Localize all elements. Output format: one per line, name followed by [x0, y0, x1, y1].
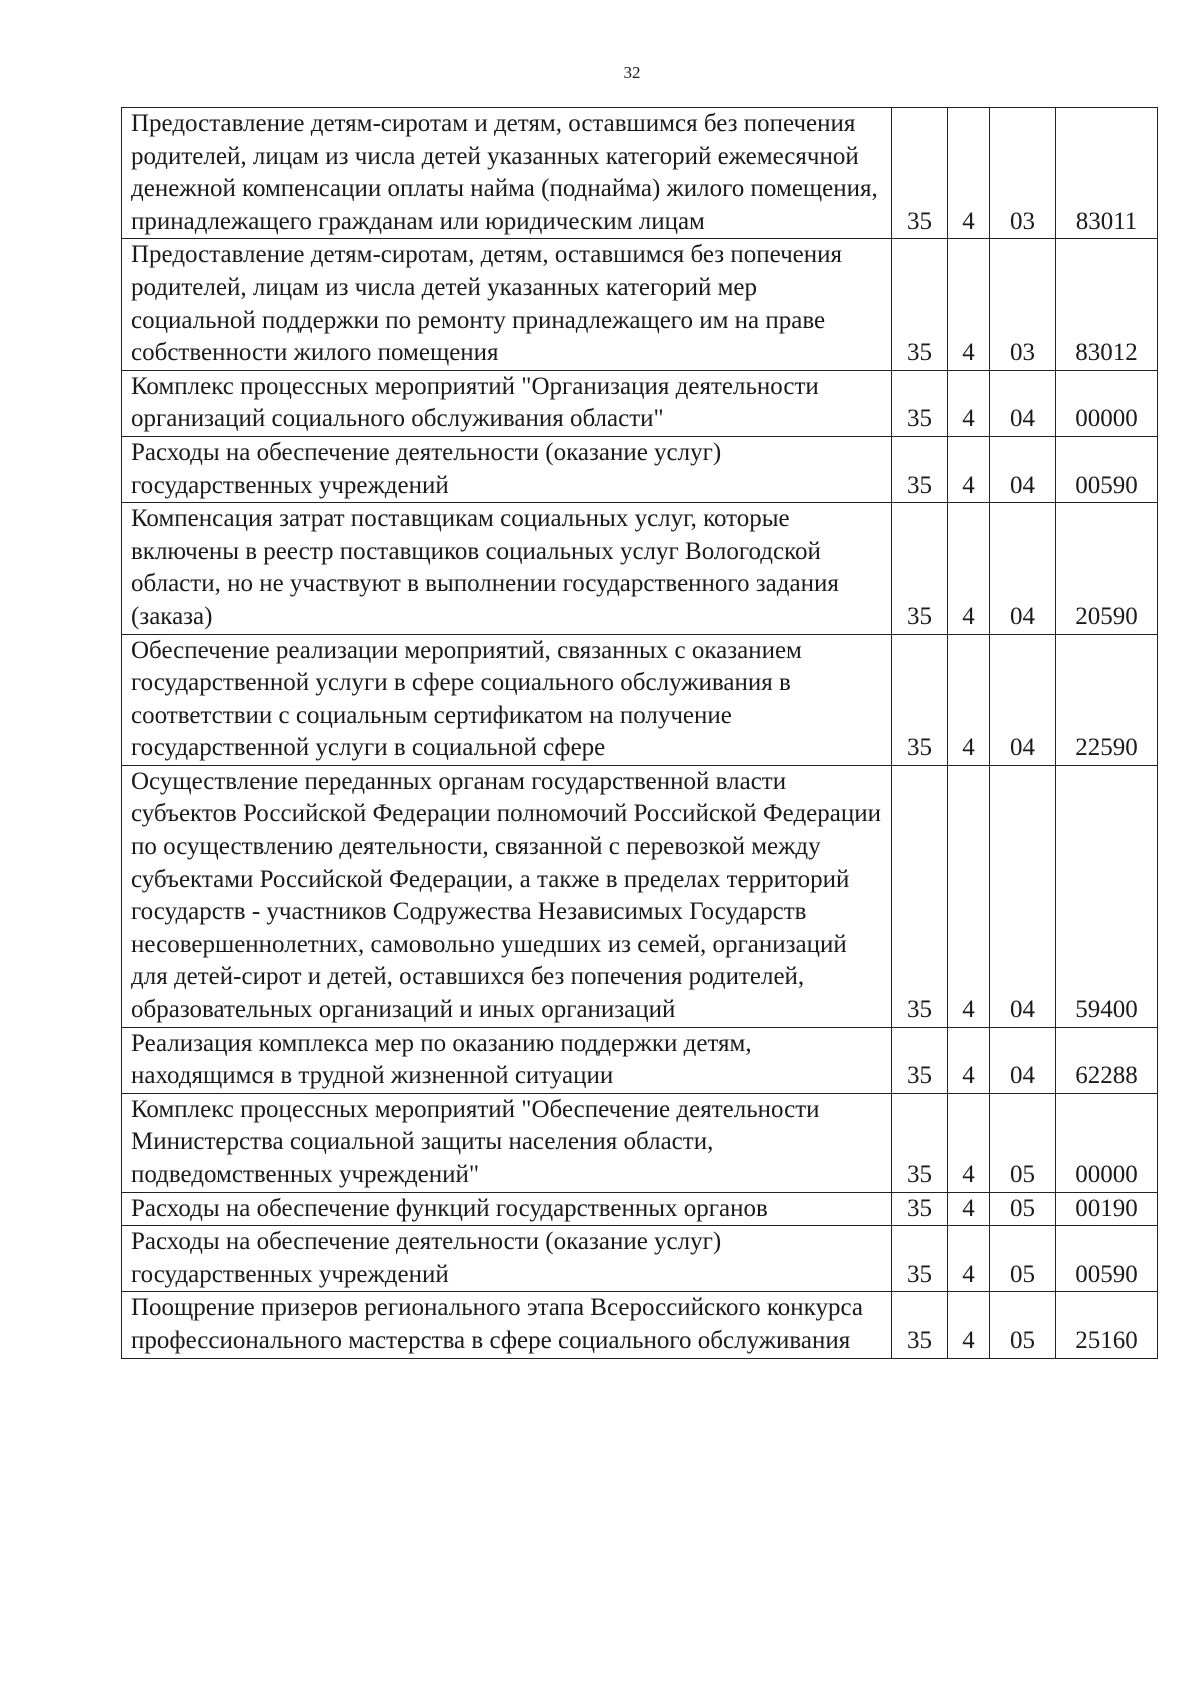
row-name-cell: Комплекс процессных мероприятий "Обеспечение деятельности Министерства социальной защиты населения области, подведомственных учреждений" [122, 1093, 892, 1192]
subprogram-type-cell: 4 [948, 1292, 990, 1358]
subprogram-type-cell: 4 [948, 370, 990, 436]
program-code-cell: 35 [892, 1093, 948, 1192]
program-code-cell: 35 [892, 1027, 948, 1093]
expense-direction-cell: 00000 [1056, 370, 1158, 436]
structural-element-cell: 04 [990, 503, 1056, 634]
program-code-cell: 35 [892, 1192, 948, 1226]
structural-element-cell: 04 [990, 370, 1056, 436]
subprogram-type-cell: 4 [948, 1226, 990, 1292]
structural-element-cell: 04 [990, 436, 1056, 502]
row-name-cell: Поощрение призеров регионального этапа Всероссийского конкурса профессионального мастерства в сфере социального обслуживания [122, 1292, 892, 1358]
table-row [122, 370, 1158, 436]
row-name-cell: Предоставление детям-сиротам и детям, оставшимся без попечения родителей, лицам из числа детей указанных категорий ежемесячной денежной компенсации оплаты найма (поднайма) жилого помещения, принадлежащего гражданам или юридическим лицам [122, 108, 892, 239]
row-name-cell: Обеспечение реализации мероприятий, связанных с оказанием государственной услуги в сфере социального обслуживания в соответствии с социальным сертификатом на получение государственной услуги в социальной сфере [122, 634, 892, 765]
program-code-cell: 35 [892, 765, 948, 1027]
expense-direction-cell: 00000 [1056, 1093, 1158, 1192]
structural-element-cell: 04 [990, 765, 1056, 1027]
expense-direction-cell: 59400 [1056, 765, 1158, 1027]
program-code-cell: 35 [892, 503, 948, 634]
table-row [122, 1027, 1158, 1093]
structural-element-cell: 04 [990, 1027, 1056, 1093]
table-row [122, 765, 1158, 1027]
row-name-cell: Расходы на обеспечение функций государственных органов [122, 1192, 892, 1226]
subprogram-type-cell: 4 [948, 503, 990, 634]
row-name-cell: Предоставление детям-сиротам, детям, оставшимся без попечения родителей, лицам из числа детей указанных категорий мер социальной поддержки по ремонту принадлежащего им на праве собственности жилого помещения [122, 239, 892, 370]
subprogram-type-cell: 4 [948, 1192, 990, 1226]
subprogram-type-cell: 4 [948, 1027, 990, 1093]
row-name-cell: Реализация комплекса мер по оказанию поддержки детям, находящимся в трудной жизненной ситуации [122, 1027, 892, 1093]
table-row [122, 634, 1158, 765]
structural-element-cell: 03 [990, 108, 1056, 239]
row-name-cell: Осуществление переданных органам государственной власти субъектов Российской Федерации полномочий Российской Федерации по осуществлению деятельности, связанной с перевозкой между субъектами Российской Федерации, а также в пределах территорий государств - участников Содружества Независимых Государств несовершеннолетних, самовольно ушедших из семей, организаций для детей-сирот и детей, оставшихся без попечения родителей, образовательных организаций и иных организаций [122, 765, 892, 1027]
budget-classification-table [121, 107, 1158, 1359]
expense-direction-cell: 22590 [1056, 634, 1158, 765]
subprogram-type-cell: 4 [948, 436, 990, 502]
subprogram-type-cell: 4 [948, 239, 990, 370]
row-name-cell: Расходы на обеспечение деятельности (оказание услуг) государственных учреждений [122, 1226, 892, 1292]
program-code-cell: 35 [892, 436, 948, 502]
table-row [122, 108, 1158, 239]
structural-element-cell: 05 [990, 1093, 1056, 1192]
subprogram-type-cell: 4 [948, 634, 990, 765]
subprogram-type-cell: 4 [948, 108, 990, 239]
page-number: 32 [623, 63, 641, 82]
expense-direction-cell: 25160 [1056, 1292, 1158, 1358]
structural-element-cell: 05 [990, 1292, 1056, 1358]
expense-direction-cell: 83011 [1056, 108, 1158, 239]
table-row [122, 1192, 1158, 1226]
table-row [122, 1093, 1158, 1192]
row-name-cell: Расходы на обеспечение деятельности (оказание услуг) государственных учреждений [122, 436, 892, 502]
expense-direction-cell: 00190 [1056, 1192, 1158, 1226]
expense-direction-cell: 00590 [1056, 436, 1158, 502]
program-code-cell: 35 [892, 239, 948, 370]
table-row [122, 1226, 1158, 1292]
table-row [122, 1292, 1158, 1358]
structural-element-cell: 05 [990, 1192, 1056, 1226]
program-code-cell: 35 [892, 1226, 948, 1292]
expense-direction-cell: 83012 [1056, 239, 1158, 370]
expense-direction-cell: 20590 [1056, 503, 1158, 634]
program-code-cell: 35 [892, 370, 948, 436]
expense-direction-cell: 62288 [1056, 1027, 1158, 1093]
program-code-cell: 35 [892, 108, 948, 239]
expense-direction-cell: 00590 [1056, 1226, 1158, 1292]
program-code-cell: 35 [892, 1292, 948, 1358]
table-row [122, 503, 1158, 634]
row-name-cell: Компенсация затрат поставщикам социальных услуг, которые включены в реестр поставщиков социальных услуг Вологодской области, но не участвуют в выполнении государственного задания (заказа) [122, 503, 892, 634]
table-row [122, 436, 1158, 502]
structural-element-cell: 03 [990, 239, 1056, 370]
subprogram-type-cell: 4 [948, 765, 990, 1027]
subprogram-type-cell: 4 [948, 1093, 990, 1192]
structural-element-cell: 04 [990, 634, 1056, 765]
program-code-cell: 35 [892, 634, 948, 765]
structural-element-cell: 05 [990, 1226, 1056, 1292]
table-row [122, 239, 1158, 370]
row-name-cell: Комплекс процессных мероприятий "Организация деятельности организаций социального обслуживания области" [122, 370, 892, 436]
